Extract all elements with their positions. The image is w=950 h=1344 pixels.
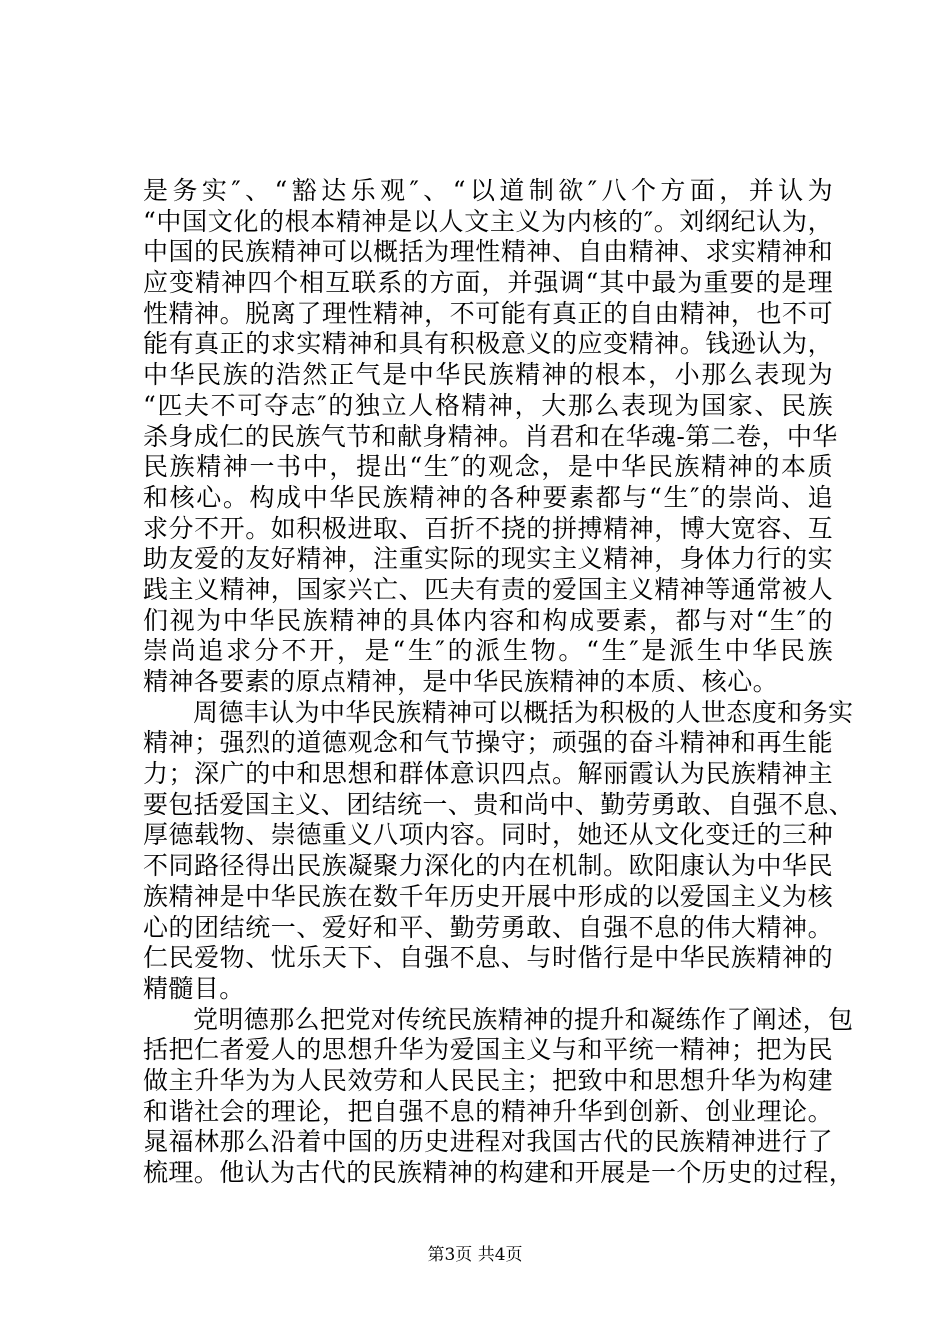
text-line: 们视为中华民族精神的具体内容和构成要素，都与对“生″的: [143, 605, 833, 635]
text-line: 崇尚追求分不开，是“生″的派生物。“生″是派生中华民族: [143, 636, 833, 666]
page-footer: 第3页 共4页: [427, 1245, 523, 1265]
text-line: 求分不开。如积极进取、百折不挠的拼搏精神，博大宽容、互: [143, 513, 833, 543]
text-line: 民族精神一书中，提出“生″的观念，是中华民族精神的本质: [143, 452, 833, 482]
text-line: 要包括爱国主义、团结统一、贵和尚中、勤劳勇敢、自强不息、: [143, 789, 855, 819]
text-line: 是务实″、“豁达乐观″、“以道制欲″八个方面，并认为: [143, 176, 833, 205]
text-line: 心的团结统一、爱好和平、勤劳勇敢、自强不息的伟大精神。: [143, 912, 833, 942]
text-line: 周德丰认为中华民族精神可以概括为积极的人世态度和务实: [193, 697, 854, 727]
text-line: 仁民爱物、忧乐天下、自强不息、与时偕行是中华民族精神的: [143, 943, 833, 973]
text-line: 践主义精神，国家兴亡、匹夫有责的爱国主义精神等通常被人: [143, 574, 833, 604]
text-line: 应变精神四个相互联系的方面，并强调“其中最为重要的是理: [143, 268, 833, 298]
text-line: 党明德那么把党对传统民族精神的提升和凝练作了阐述，包: [193, 1004, 854, 1034]
text-line: 助友爱的友好精神，注重实际的现实主义精神，身体力行的实: [143, 544, 833, 574]
text-line: 做主升华为为人民效劳和人民民主；把致中和思想升华为构建: [143, 1065, 833, 1095]
text-line: 和核心。构成中华民族精神的各种要素都与“生″的崇尚、追: [143, 482, 833, 512]
paragraph: [143, 176, 838, 698]
text-line: 梳理。他认为古代的民族精神的构建和开展是一个历史的过程，: [143, 1158, 855, 1187]
text-line: 精神各要素的原点精神，是中华民族精神的本质、核心。: [143, 667, 779, 696]
text-line: “匹夫不可夺志″的独立人格精神，大那么表现为国家、民族: [143, 390, 833, 420]
body-text: [143, 176, 855, 1189]
text-line: 厚德载物、崇德重义八项内容。同时，她还从文化变迁的三种: [143, 820, 833, 850]
text-line: 性精神。脱离了理性精神，不可能有真正的自由精神，也不可: [143, 298, 833, 328]
text-line: 晁福林那么沿着中国的历史进程对我国古代的民族精神进行了: [143, 1127, 833, 1157]
text-line: 力；深广的中和思想和群体意识四点。解丽霞认为民族精神主: [143, 759, 833, 789]
text-line: 括把仁者爱人的思想升华为爱国主义与和平统一精神；把为民: [143, 1035, 833, 1065]
text-line: 能有真正的求实精神和具有积极意义的应变精神。钱逊认为，: [143, 329, 833, 359]
text-line: 中华民族的浩然正气是中华民族精神的根本，小那么表现为: [143, 360, 833, 390]
text-line: 杀身成仁的民族气节和献身精神。肖君和在华魂-第二卷，中华: [143, 421, 838, 451]
text-line: “中国文化的根本精神是以人文主义为内核的″。刘纲纪认为，: [143, 206, 833, 236]
text-line: 精髓目。: [143, 973, 245, 1003]
text-line: 不同路径得出民族凝聚力深化的内在机制。欧阳康认为中华民: [143, 851, 833, 881]
text-line: 中国的民族精神可以概括为理性精神、自由精神、求实精神和: [143, 237, 833, 267]
paragraph: [143, 697, 855, 1005]
text-line: 族精神是中华民族在数千年历史开展中形成的以爱国主义为核: [143, 881, 833, 911]
text-line: 精神；强烈的道德观念和气节操守；顽强的奋斗精神和再生能: [143, 728, 833, 758]
text-line: 和谐社会的理论，把自强不息的精神升华到创新、创业理论。: [143, 1096, 833, 1126]
paragraph: [143, 1004, 855, 1189]
